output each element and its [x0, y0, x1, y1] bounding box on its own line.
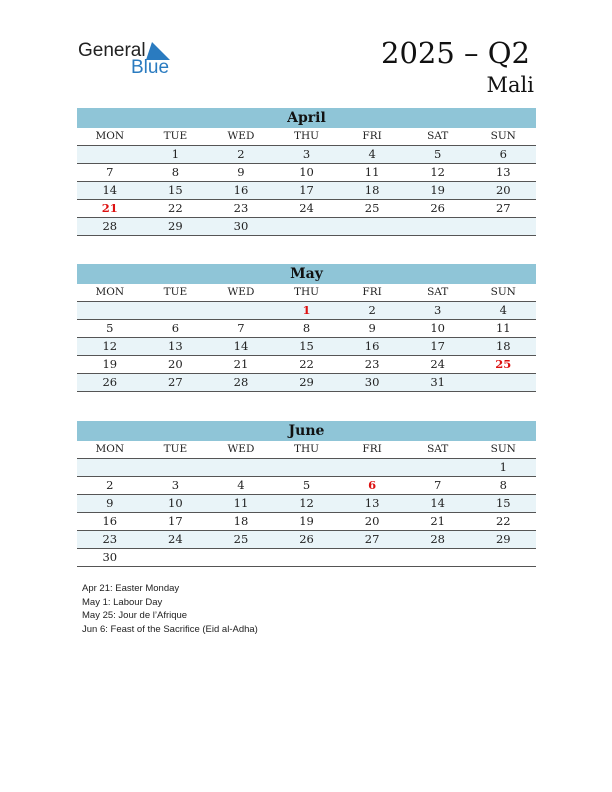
week-row [77, 477, 536, 495]
date-cell: 26 [430, 201, 445, 215]
weekday-label: WED [227, 443, 255, 455]
date-cell [470, 218, 536, 235]
month-title: June [77, 421, 536, 441]
date-cell: 18 [495, 339, 511, 353]
date-cell: 2 [237, 147, 245, 161]
date-cell [208, 302, 274, 319]
date-cell: 5 [302, 478, 311, 492]
logo-general-text: General [78, 40, 146, 61]
date-cell: 15 [299, 339, 314, 353]
date-cell: 6 [499, 147, 507, 161]
date-cell: 20 [364, 514, 380, 528]
date-cell: 20 [168, 357, 183, 371]
date-cell: 30 [364, 375, 380, 389]
date-cell: 24 [168, 532, 183, 546]
weekday-label: FRI [362, 130, 382, 142]
date-cell: 21 [430, 514, 445, 528]
date-cell: 29 [168, 219, 183, 233]
month-june [77, 421, 536, 567]
date-cell: 24 [430, 357, 445, 371]
date-cell: 8 [302, 321, 311, 335]
weekday-label: FRI [362, 443, 382, 455]
date-cell: 30 [102, 550, 118, 564]
date-cell: 8 [171, 165, 180, 179]
holiday-date-cell: 25 [495, 357, 512, 371]
date-cell: 15 [495, 496, 511, 510]
date-cell: 28 [102, 219, 118, 233]
holiday-date-cell: 1 [302, 303, 311, 317]
date-cell: 18 [233, 514, 249, 528]
weekday-header-row [77, 128, 536, 146]
date-cell: 13 [495, 165, 511, 179]
date-cell [143, 302, 209, 319]
date-cell: 12 [430, 165, 445, 179]
date-cell: 10 [168, 496, 183, 510]
date-cell: 7 [106, 165, 114, 179]
weekday-label: FRI [362, 286, 382, 298]
weekday-label: SUN [490, 286, 516, 298]
weekday-label: WED [227, 130, 255, 142]
date-cell: 24 [299, 201, 314, 215]
week-row [77, 459, 536, 477]
date-cell: 13 [168, 339, 183, 353]
date-cell [339, 218, 405, 235]
date-cell: 16 [102, 514, 118, 528]
holiday-date-cell: 21 [101, 201, 118, 215]
weekday-label: SAT [427, 130, 449, 142]
date-cell [274, 218, 340, 235]
date-cell: 15 [168, 183, 183, 197]
date-cell [77, 146, 143, 163]
weekday-label: THU [294, 130, 320, 142]
date-cell: 19 [299, 514, 314, 528]
holiday-date-cell: 6 [368, 478, 377, 492]
date-cell: 26 [102, 375, 118, 389]
date-cell: 12 [102, 339, 118, 353]
holiday-note: Apr 21: Easter Monday [82, 583, 180, 594]
date-cell: 4 [368, 147, 376, 161]
date-cell: 7 [237, 321, 245, 335]
date-cell: 23 [233, 201, 249, 215]
week-row [77, 182, 536, 200]
weekday-label: SAT [427, 443, 449, 455]
week-row [77, 200, 536, 218]
date-cell: 29 [299, 375, 314, 389]
date-cell: 9 [237, 165, 245, 179]
date-cell: 16 [364, 339, 380, 353]
weekday-label: WED [227, 286, 255, 298]
week-row [77, 356, 536, 374]
date-cell: 14 [233, 339, 249, 353]
holiday-notes [82, 582, 258, 636]
week-row [77, 531, 536, 549]
date-cell: 19 [102, 357, 118, 371]
date-cell: 13 [364, 496, 380, 510]
week-row [77, 302, 536, 320]
logo-blue-text: Blue [131, 57, 170, 78]
date-cell [405, 218, 471, 235]
date-cell: 27 [168, 375, 183, 389]
date-cell: 29 [495, 532, 511, 546]
date-cell: 16 [233, 183, 249, 197]
holiday-note: May 1: Labour Day [82, 596, 163, 608]
week-row [77, 495, 536, 513]
date-cell [405, 459, 471, 476]
date-cell: 27 [495, 201, 511, 215]
weekday-label: TUE [163, 286, 188, 298]
date-cell: 3 [171, 478, 180, 492]
date-cell: 5 [106, 321, 114, 335]
date-cell: 23 [102, 532, 118, 546]
date-cell: 20 [495, 183, 511, 197]
date-cell: 14 [102, 183, 118, 197]
date-cell: 17 [299, 183, 314, 197]
date-cell: 10 [299, 165, 314, 179]
date-cell [274, 549, 340, 566]
weekday-label: MON [95, 443, 125, 455]
date-cell: 27 [364, 532, 380, 546]
week-row [77, 164, 536, 182]
date-cell [208, 549, 274, 566]
week-row [77, 320, 536, 338]
weekday-label: THU [294, 286, 320, 298]
weekday-label: MON [95, 286, 125, 298]
date-cell: 1 [499, 460, 507, 474]
date-cell: 31 [430, 375, 445, 389]
weekday-label: SAT [427, 286, 449, 298]
date-cell [470, 549, 536, 566]
weekday-label: TUE [163, 130, 188, 142]
month-title: May [77, 264, 536, 284]
month-may [77, 264, 536, 392]
week-row [77, 549, 536, 567]
date-cell: 2 [106, 478, 114, 492]
date-cell: 23 [364, 357, 380, 371]
weekday-header-row [77, 441, 536, 459]
week-row [77, 218, 536, 236]
week-row [77, 513, 536, 531]
date-cell [208, 459, 274, 476]
holiday-note: Jun 6: Feast of the Sacrifice (Eid al-Adha) [82, 623, 258, 635]
date-cell: 25 [364, 201, 380, 215]
date-cell [143, 459, 209, 476]
holiday-note: May 25: Jour de l’Afrique [82, 610, 188, 622]
date-cell [470, 374, 536, 391]
month-title: April [77, 108, 536, 128]
date-cell: 19 [430, 183, 445, 197]
date-cell: 11 [495, 321, 511, 335]
date-cell: 28 [430, 532, 445, 546]
country-name: Mali [486, 73, 534, 97]
date-cell: 10 [430, 321, 445, 335]
date-cell: 22 [168, 201, 183, 215]
weekday-label: SUN [490, 443, 516, 455]
date-cell [405, 549, 471, 566]
weekday-label: MON [95, 130, 125, 142]
date-cell: 3 [302, 147, 311, 161]
date-cell: 9 [368, 321, 376, 335]
date-cell: 25 [233, 532, 249, 546]
date-cell: 14 [430, 496, 445, 510]
date-cell: 11 [233, 496, 249, 510]
date-cell [339, 549, 405, 566]
date-cell [143, 549, 209, 566]
date-cell: 21 [233, 357, 249, 371]
week-row [77, 338, 536, 356]
date-cell: 28 [233, 375, 249, 389]
date-cell: 18 [364, 183, 380, 197]
date-cell: 4 [499, 303, 507, 317]
date-cell: 17 [430, 339, 445, 353]
date-cell: 9 [106, 496, 114, 510]
week-row [77, 146, 536, 164]
date-cell: 7 [434, 478, 442, 492]
date-cell: 26 [299, 532, 314, 546]
date-cell: 2 [368, 303, 376, 317]
date-cell: 11 [364, 165, 380, 179]
date-cell: 5 [434, 147, 442, 161]
week-row [77, 374, 536, 392]
date-cell [339, 459, 405, 476]
weekday-label: TUE [163, 443, 188, 455]
date-cell: 4 [237, 478, 245, 492]
date-cell: 22 [495, 514, 511, 528]
date-cell [77, 302, 143, 319]
date-cell: 8 [499, 478, 507, 492]
date-cell: 17 [168, 514, 183, 528]
weekday-label: SUN [490, 130, 516, 142]
date-cell: 30 [233, 219, 249, 233]
date-cell [274, 459, 340, 476]
weekday-header-row [77, 284, 536, 302]
date-cell: 12 [299, 496, 314, 510]
page-title: 2025 – Q2 [381, 36, 530, 70]
date-cell [77, 459, 143, 476]
weekday-label: THU [294, 443, 320, 455]
date-cell: 22 [299, 357, 314, 371]
month-april [77, 108, 536, 236]
date-cell: 3 [434, 303, 442, 317]
date-cell: 1 [171, 147, 180, 161]
date-cell: 6 [171, 321, 180, 335]
